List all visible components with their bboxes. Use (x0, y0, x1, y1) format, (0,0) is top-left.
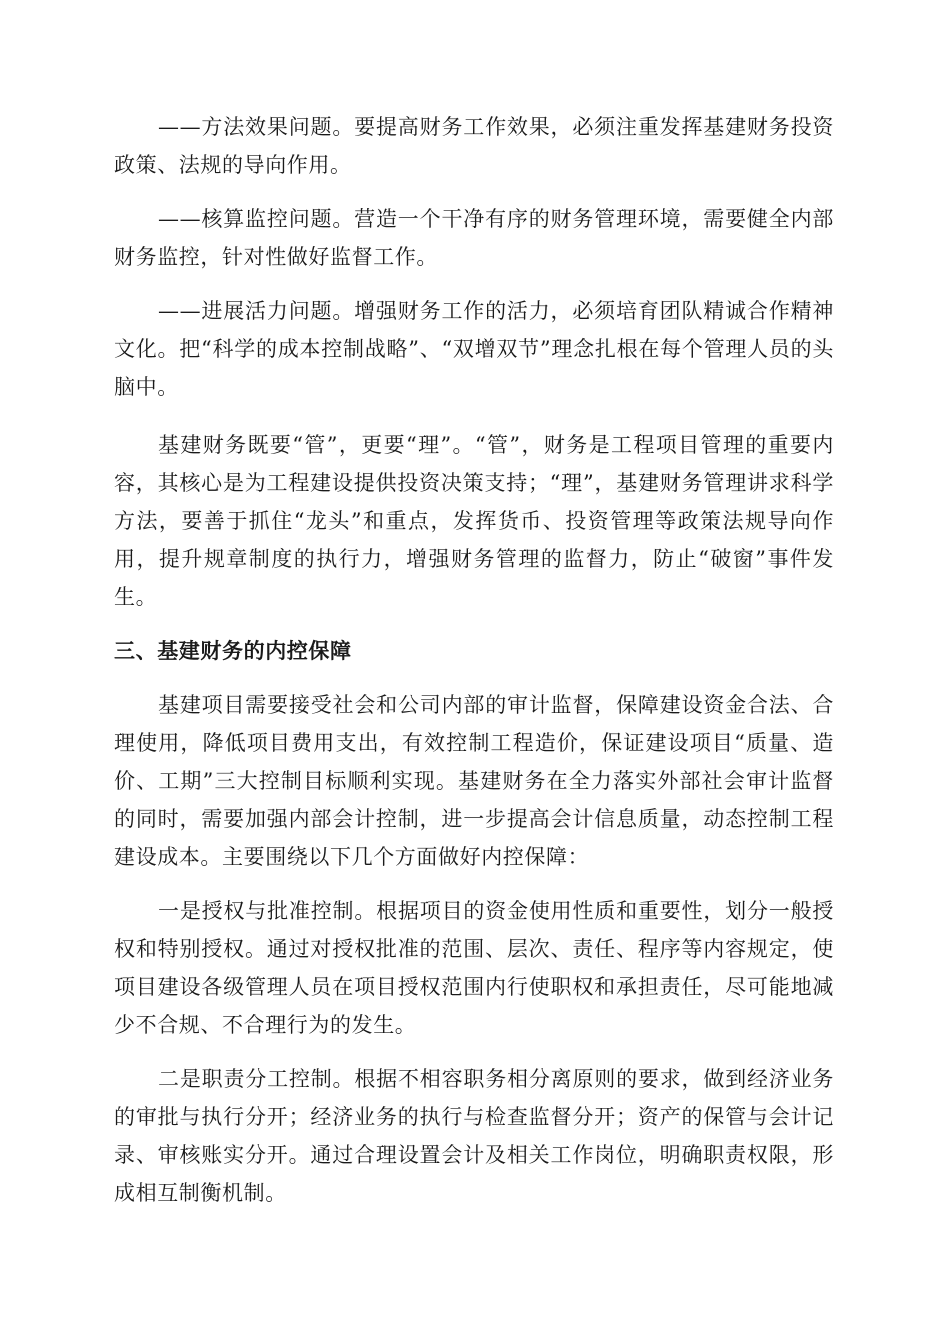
paragraph-progress-vitality: ——进展活力问题。增强财务工作的活力，必须培育团队精诚合作精神文化。把“科学的成本控制战略”、“双增双节”理念扎根在每个管理人员的头脑中。 (114, 299, 834, 399)
paragraph-manage-and-regulate: 基建财务既要“管”，更要“理”。“管”，财务是工程项目管理的重要内容，其核心是为工程建设提供投资决策支持；“理”，基建财务管理讲求科学方法，要善于抓住“龙头”和重点，发挥货币、投资管理等政策法规导向作用，提升规章制度的执行力，增强财务管理的监督力，防止“破窗”事件发生。 (114, 433, 834, 609)
document-page (114, 108, 834, 1212)
paragraph-accounting-monitoring: ——核算监控问题。营造一个干净有序的财务管理环境，需要健全内部财务监控，针对性做好监督工作。 (114, 207, 834, 269)
paragraph-authorization-control: 一是授权与批准控制。根据项目的资金使用性质和重要性，划分一般授权和特别授权。通过对授权批准的范围、层次、责任、程序等内容规定，使项目建设各级管理人员在项目授权范围内行使职权和承担责任，尽可能地减少不合规、不合理行为的发生。 (114, 899, 834, 1037)
paragraph-method-effect: ——方法效果问题。要提高财务工作效果，必须注重发挥基建财务投资政策、法规的导向作用。 (114, 115, 834, 177)
section-heading: 三、基建财务的内控保障 (114, 639, 352, 663)
paragraph-duty-separation-control: 二是职责分工控制。根据不相容职务相分离原则的要求，做到经济业务的审批与执行分开；经济业务的执行与检查监督分开；资产的保管与会计记录、审核账实分开。通过合理设置会计及相关工作岗位，明确职责权限，形成相互制衡机制。 (114, 1067, 834, 1205)
paragraph-audit-supervision: 基建项目需要接受社会和公司内部的审计监督，保障建设资金合法、合理使用，降低项目费用支出，有效控制工程造价，保证建设项目“质量、造价、工期”三大控制目标顺利实现。基建财务在全力落实外部社会审计监督的同时，需要加强内部会计控制，进一步提高会计信息质量，动态控制工程建设成本。主要围绕以下几个方面做好内控保障： (114, 693, 834, 869)
